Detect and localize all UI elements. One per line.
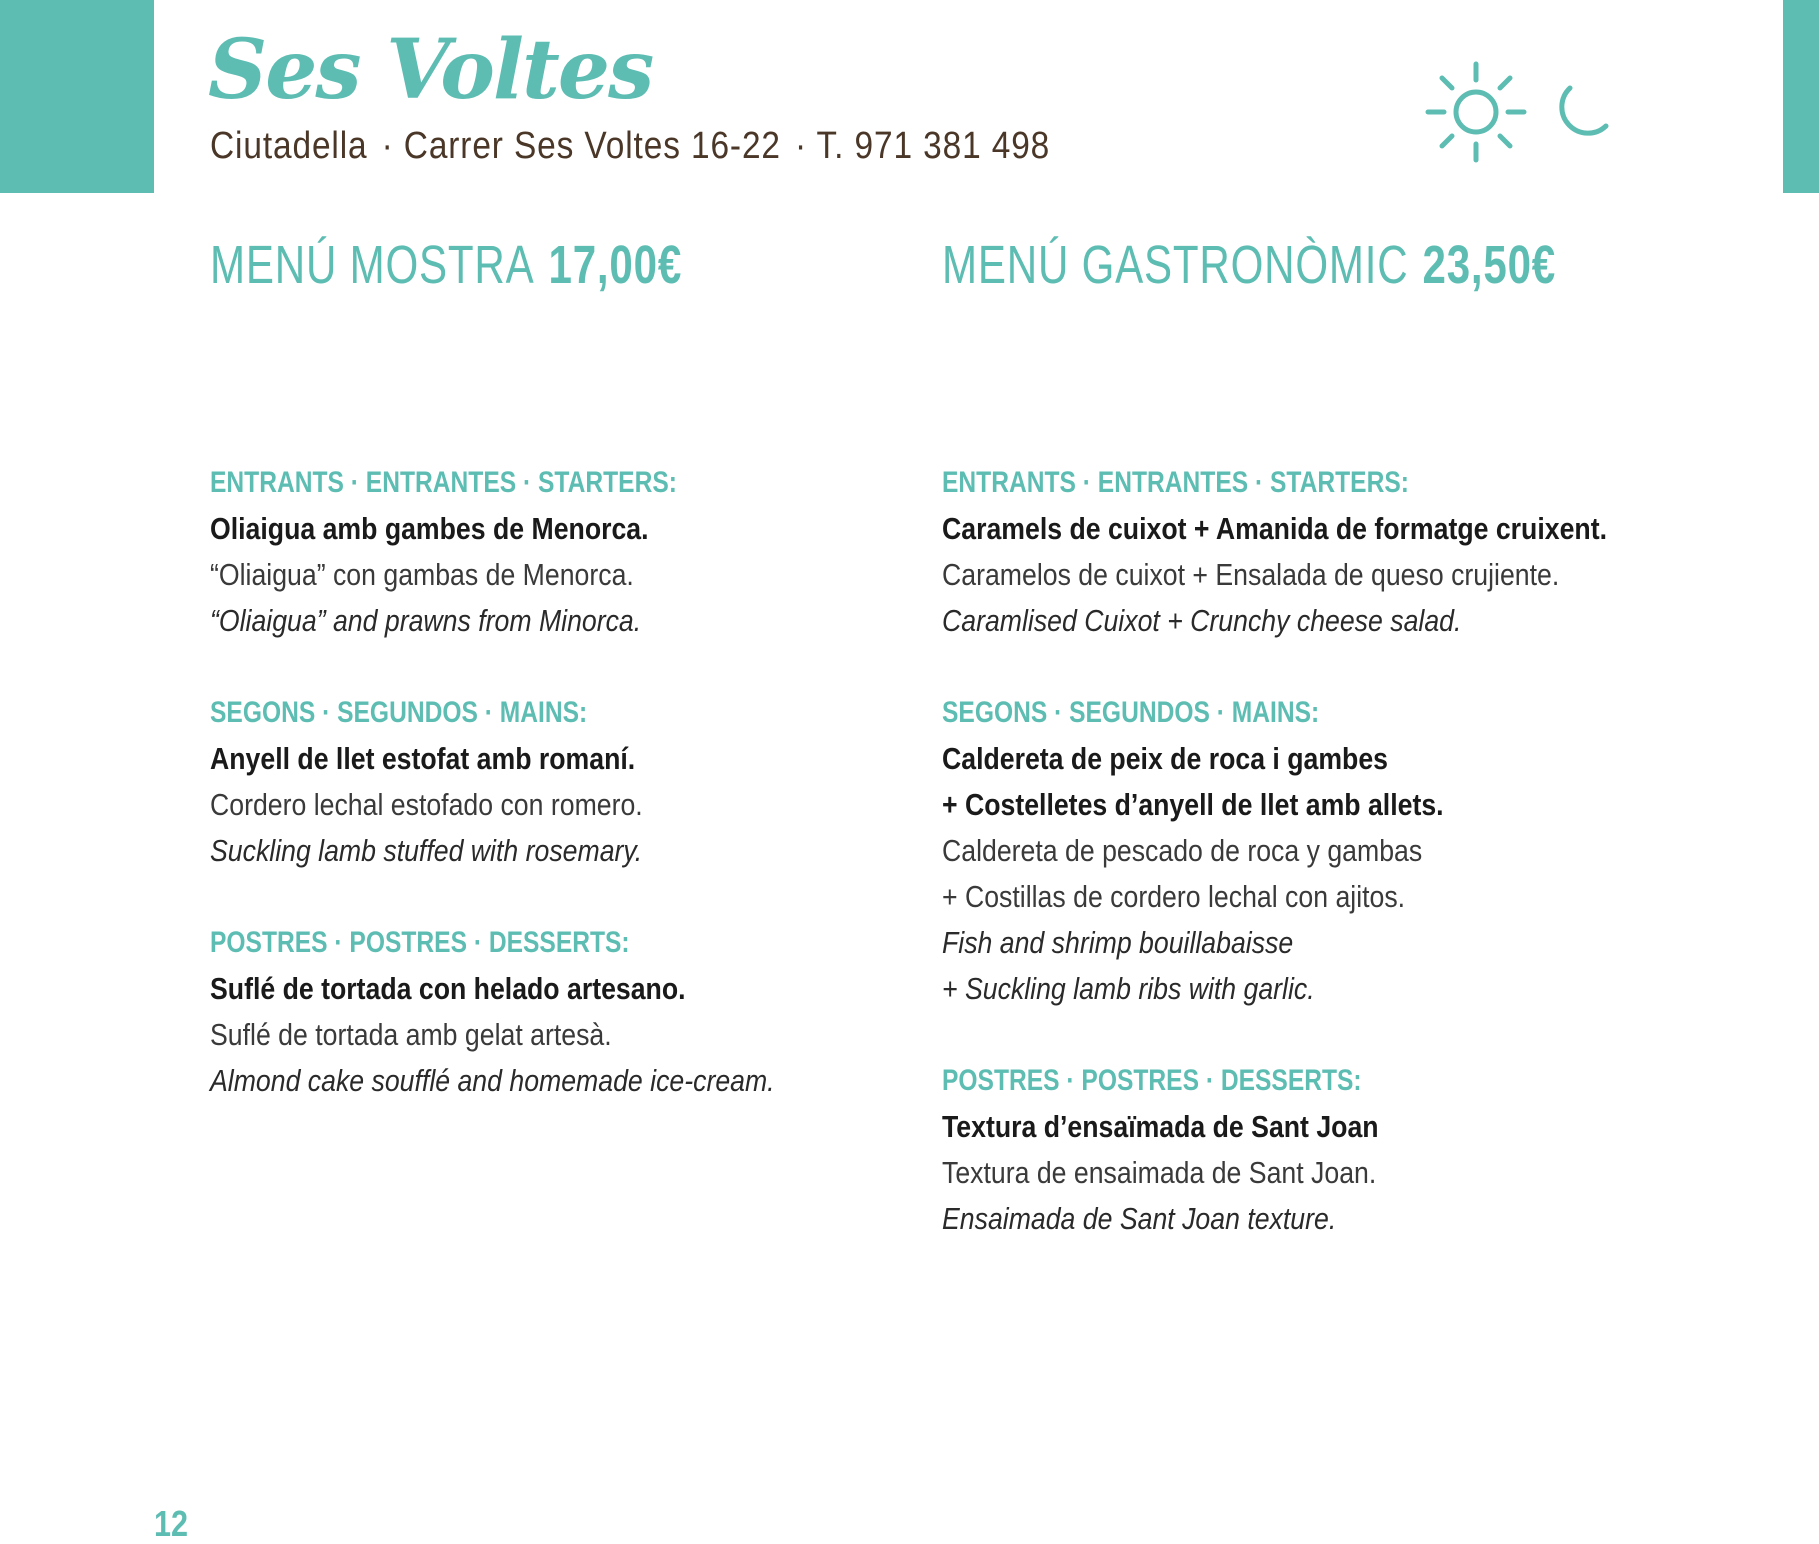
town-name: Ciutadella	[210, 125, 368, 167]
menu-name: MENÚ MOSTRA	[210, 235, 535, 295]
dish-english: + Suckling lamb ribs with garlic.	[942, 971, 1315, 1006]
menu-sections	[210, 460, 970, 1104]
desserts-section	[210, 920, 970, 1104]
dish-english: Almond cake soufflé and homemade ice-cream.	[210, 1063, 775, 1098]
menu-title	[210, 230, 803, 300]
right-accent-tab	[1783, 0, 1819, 193]
sun-icon	[1428, 64, 1524, 160]
dish-spanish: Textura de ensaimada de Sant Joan.	[942, 1155, 1377, 1190]
dish-english: Fish and shrimp bouillabaisse	[942, 925, 1294, 960]
dish-english: Ensaimada de Sant Joan texture.	[942, 1201, 1337, 1236]
section-heading: SEGONS · SEGUNDOS · MAINS:	[210, 696, 588, 729]
section-heading: POSTRES · POSTRES · DESSERTS:	[210, 926, 630, 959]
moon-icon	[1562, 88, 1606, 133]
mains-section	[942, 690, 1702, 1012]
menu-name: MENÚ GASTRONÒMIC	[942, 235, 1409, 295]
dish-english: “Oliaigua” and prawns from Minorca.	[210, 603, 642, 638]
section-heading: ENTRANTS · ENTRANTES · STARTERS:	[210, 466, 677, 499]
dish-catalan: Suflé de tortada con helado artesano.	[210, 971, 686, 1006]
mains-section	[210, 690, 970, 874]
dish-english: Caramlised Cuixot + Crunchy cheese salad.	[942, 603, 1462, 638]
menu-mostra	[210, 230, 970, 1150]
dish-spanish: Caldereta de pescado de roca y gambas	[942, 833, 1423, 868]
section-heading: ENTRANTS · ENTRANTES · STARTERS:	[942, 466, 1409, 499]
menu-price: 23,50€	[1422, 235, 1557, 295]
phone-number: · T. 971 381 498	[794, 125, 1051, 167]
dish-catalan: Caramels de cuixot + Amanida de formatge cruixent.	[942, 511, 1607, 546]
street-address: · Carrer Ses Voltes 16-22	[381, 125, 781, 167]
left-accent-tab	[0, 0, 154, 193]
dish-catalan: Caldereta de peix de roca i gambes	[942, 741, 1389, 776]
dish-catalan: + Costelletes d’anyell de llet amb allets.	[942, 787, 1444, 822]
menu-gastronomic	[942, 230, 1702, 1288]
menu-sections	[942, 460, 1702, 1242]
menu-price: 17,00€	[548, 235, 683, 295]
dish-spanish: Cordero lechal estofado con romero.	[210, 787, 643, 822]
restaurant-address	[210, 122, 1050, 170]
dish-catalan: Textura d’ensaïmada de Sant Joan	[942, 1109, 1379, 1144]
starters-section	[942, 460, 1702, 644]
dish-spanish: “Oliaigua” con gambas de Menorca.	[210, 557, 634, 592]
menu-title	[942, 230, 1557, 300]
day-night-icons	[1420, 60, 1620, 170]
section-heading: POSTRES · POSTRES · DESSERTS:	[942, 1064, 1362, 1097]
dish-spanish: Suflé de tortada amb gelat artesà.	[210, 1017, 612, 1052]
page-number: 12	[154, 1503, 189, 1544]
section-heading: SEGONS · SEGUNDOS · MAINS:	[942, 696, 1320, 729]
dish-catalan: Anyell de llet estofat amb romaní.	[210, 741, 636, 776]
dish-spanish: Caramelos de cuixot + Ensalada de queso crujiente.	[942, 557, 1560, 592]
dish-catalan: Oliaigua amb gambes de Menorca.	[210, 511, 649, 546]
restaurant-logo: Ses Voltes	[208, 22, 653, 118]
desserts-section	[942, 1058, 1702, 1242]
dish-spanish: + Costillas de cordero lechal con ajitos.	[942, 879, 1406, 914]
dish-english: Suckling lamb stuffed with rosemary.	[210, 833, 643, 868]
starters-section	[210, 460, 970, 644]
